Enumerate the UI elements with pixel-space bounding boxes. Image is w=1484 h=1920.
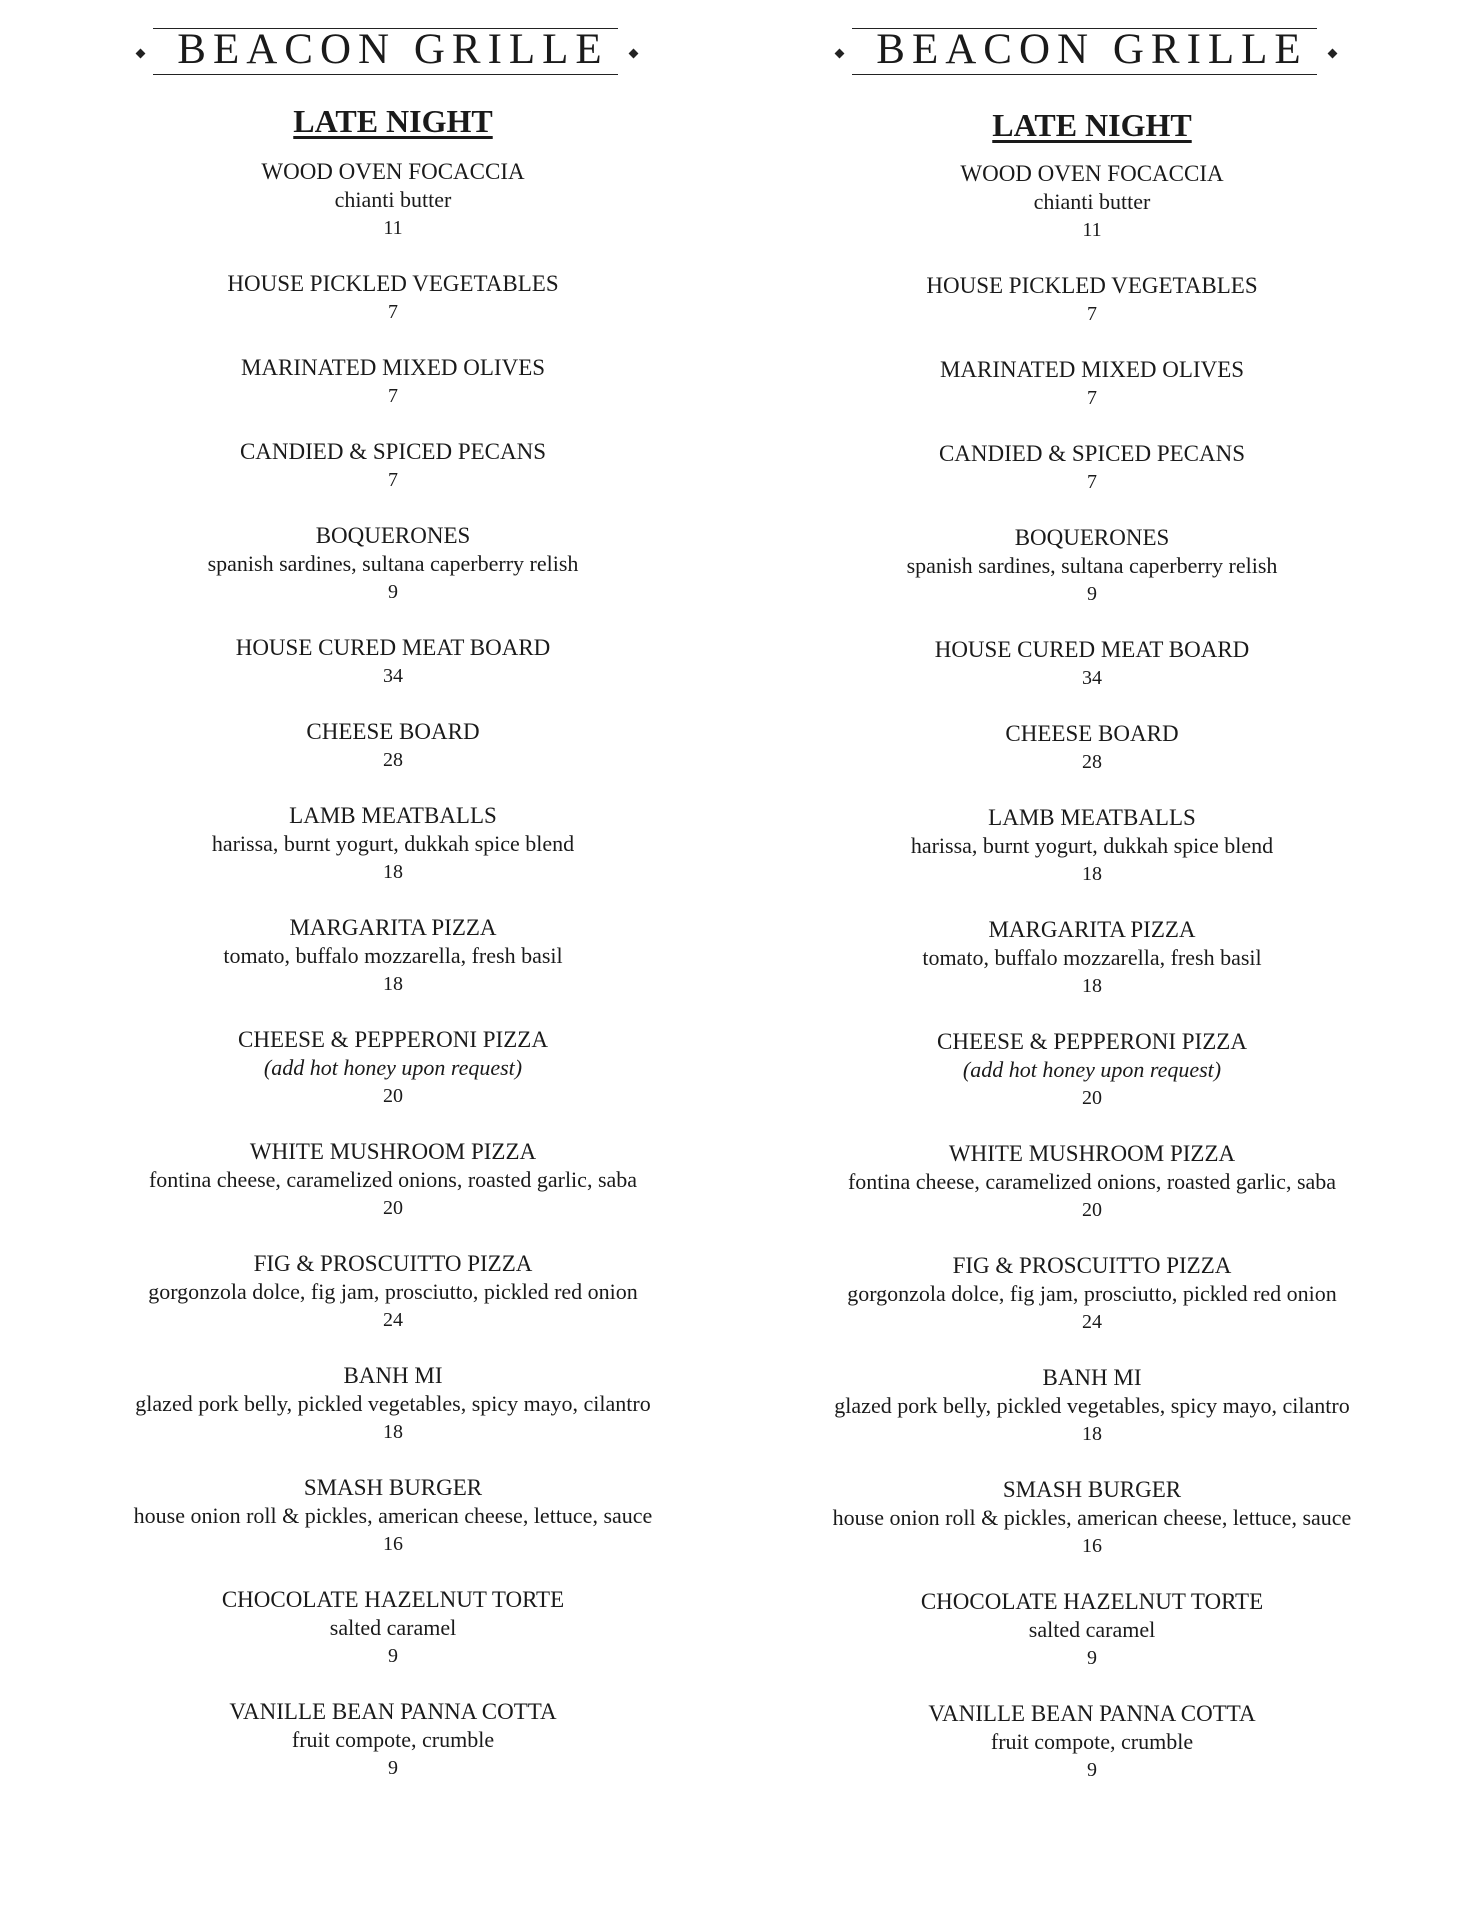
menu-item bbox=[742, 719, 1442, 776]
item-description: glazed pork belly, pickled vegetables, spicy mayo, cilantro bbox=[834, 1393, 1350, 1418]
menu-item bbox=[742, 1699, 1442, 1784]
item-name: SMASH BURGER bbox=[303, 1475, 483, 1500]
item-price: 34 bbox=[1082, 667, 1102, 689]
item-name: CANDIED & SPICED PECANS bbox=[938, 441, 1246, 466]
item-name: LAMB MEATBALLS bbox=[289, 803, 497, 828]
menu-item bbox=[43, 437, 743, 494]
item-name: BOQUERONES bbox=[1014, 525, 1170, 550]
item-price: 20 bbox=[383, 1085, 403, 1107]
item-name: WHITE MUSHROOM PIZZA bbox=[249, 1139, 537, 1164]
item-description: tomato, buffalo mozzarella, fresh basil bbox=[922, 945, 1262, 970]
item-description: chianti butter bbox=[1033, 189, 1151, 214]
menu-item bbox=[43, 1361, 743, 1446]
logo-bottom-rule bbox=[153, 74, 618, 75]
menu-item bbox=[43, 717, 743, 774]
item-price: 16 bbox=[1082, 1535, 1102, 1557]
brand-logo bbox=[742, 22, 1442, 79]
item-name: CHEESE BOARD bbox=[306, 719, 480, 744]
item-description: spanish sardines, sultana caperberry relish bbox=[906, 553, 1278, 578]
menu-item bbox=[742, 439, 1442, 496]
menu-item bbox=[43, 801, 743, 886]
menu-item bbox=[742, 1363, 1442, 1448]
item-note: (add hot honey upon request) bbox=[962, 1057, 1222, 1082]
item-price: 7 bbox=[388, 469, 398, 491]
item-description: fontina cheese, caramelized onions, roasted garlic, saba bbox=[148, 1167, 638, 1192]
item-price: 34 bbox=[383, 665, 403, 687]
item-price: 18 bbox=[383, 973, 403, 995]
menu-item bbox=[43, 269, 743, 326]
item-name: FIG & PROSCUITTO PIZZA bbox=[253, 1251, 533, 1276]
menu-item bbox=[43, 1025, 743, 1110]
item-name: HOUSE PICKLED VEGETABLES bbox=[227, 271, 559, 296]
section-title: LATE NIGHT bbox=[293, 103, 493, 139]
menu-item bbox=[43, 1249, 743, 1334]
item-description: house onion roll & pickles, american cheese, lettuce, sauce bbox=[832, 1505, 1352, 1530]
item-name: HOUSE CURED MEAT BOARD bbox=[235, 635, 551, 660]
menu-item bbox=[742, 1251, 1442, 1336]
item-price: 24 bbox=[383, 1309, 403, 1331]
item-price: 18 bbox=[383, 1421, 403, 1443]
menu-item bbox=[742, 915, 1442, 1000]
brand-name: BEACON GRILLE bbox=[876, 26, 1308, 73]
menu-item bbox=[742, 635, 1442, 692]
item-price: 7 bbox=[388, 385, 398, 407]
menu-item bbox=[742, 523, 1442, 608]
item-name: FIG & PROSCUITTO PIZZA bbox=[952, 1253, 1232, 1278]
item-price: 20 bbox=[1082, 1087, 1102, 1109]
item-price: 20 bbox=[1082, 1199, 1102, 1221]
item-description: fontina cheese, caramelized onions, roasted garlic, saba bbox=[847, 1169, 1337, 1194]
item-name: BANH MI bbox=[1042, 1365, 1142, 1390]
menu-item bbox=[742, 1027, 1442, 1112]
menu-list bbox=[43, 157, 743, 1782]
menu-item bbox=[742, 355, 1442, 412]
item-name: MARGARITA PIZZA bbox=[988, 917, 1196, 942]
item-price: 9 bbox=[388, 581, 398, 603]
item-description: salted caramel bbox=[1028, 1617, 1156, 1642]
item-price: 28 bbox=[383, 749, 403, 771]
item-name: BOQUERONES bbox=[315, 523, 471, 548]
item-price: 7 bbox=[1087, 387, 1097, 409]
item-description: gorgonzola dolce, fig jam, prosciutto, pickled red onion bbox=[847, 1281, 1337, 1306]
item-description: tomato, buffalo mozzarella, fresh basil bbox=[223, 943, 563, 968]
menu-item bbox=[43, 157, 743, 242]
item-name: BANH MI bbox=[343, 1363, 443, 1388]
item-price: 28 bbox=[1082, 751, 1102, 773]
logo-bottom-rule bbox=[852, 74, 1317, 75]
item-name: LAMB MEATBALLS bbox=[988, 805, 1196, 830]
item-name: MARGARITA PIZZA bbox=[289, 915, 497, 940]
menu-item bbox=[43, 353, 743, 410]
menu-item bbox=[43, 1585, 743, 1670]
item-description: fruit compote, crumble bbox=[990, 1729, 1194, 1754]
menu-item bbox=[43, 633, 743, 690]
item-name: WHITE MUSHROOM PIZZA bbox=[948, 1141, 1236, 1166]
item-name: CHEESE & PEPPERONI PIZZA bbox=[937, 1029, 1247, 1054]
item-name: MARINATED MIXED OLIVES bbox=[939, 357, 1245, 382]
item-name: WOOD OVEN FOCACCIA bbox=[261, 159, 525, 184]
menu-item bbox=[742, 1139, 1442, 1224]
item-price: 18 bbox=[383, 861, 403, 883]
item-description: fruit compote, crumble bbox=[291, 1727, 495, 1752]
brand-name: BEACON GRILLE bbox=[177, 26, 609, 73]
item-price: 7 bbox=[1087, 471, 1097, 493]
item-name: WOOD OVEN FOCACCIA bbox=[960, 161, 1224, 186]
menu-item bbox=[742, 159, 1442, 244]
item-price: 16 bbox=[383, 1533, 403, 1555]
item-price: 11 bbox=[383, 217, 403, 239]
item-description: glazed pork belly, pickled vegetables, spicy mayo, cilantro bbox=[135, 1391, 651, 1416]
menu-item bbox=[43, 1697, 743, 1782]
menu-item bbox=[43, 913, 743, 998]
item-name: CHOCOLATE HAZELNUT TORTE bbox=[920, 1589, 1264, 1614]
menu-item bbox=[43, 521, 743, 606]
item-description: gorgonzola dolce, fig jam, prosciutto, pickled red onion bbox=[148, 1279, 638, 1304]
item-price: 18 bbox=[1082, 1423, 1102, 1445]
menu-list bbox=[742, 159, 1442, 1784]
menu-left bbox=[43, 22, 743, 1809]
item-description: spanish sardines, sultana caperberry relish bbox=[207, 551, 579, 576]
item-price: 18 bbox=[1082, 975, 1102, 997]
menu-item bbox=[43, 1137, 743, 1222]
item-name: VANILLE BEAN PANNA COTTA bbox=[229, 1699, 557, 1724]
menu-item bbox=[742, 1587, 1442, 1672]
item-name: SMASH BURGER bbox=[1002, 1477, 1182, 1502]
item-price: 9 bbox=[388, 1645, 398, 1667]
brand-logo bbox=[43, 22, 743, 79]
item-price: 7 bbox=[388, 301, 398, 323]
item-description: house onion roll & pickles, american cheese, lettuce, sauce bbox=[133, 1503, 653, 1528]
item-description: harissa, burnt yogurt, dukkah spice blend bbox=[910, 833, 1274, 858]
item-description: chianti butter bbox=[334, 187, 452, 212]
item-price: 9 bbox=[1087, 583, 1097, 605]
item-note: (add hot honey upon request) bbox=[263, 1055, 523, 1080]
item-name: CHOCOLATE HAZELNUT TORTE bbox=[221, 1587, 565, 1612]
item-name: HOUSE CURED MEAT BOARD bbox=[934, 637, 1250, 662]
menu-item bbox=[742, 1475, 1442, 1560]
item-description: salted caramel bbox=[329, 1615, 457, 1640]
menu-right bbox=[742, 22, 1442, 1811]
item-description: harissa, burnt yogurt, dukkah spice blend bbox=[211, 831, 575, 856]
item-name: MARINATED MIXED OLIVES bbox=[240, 355, 546, 380]
menu-item bbox=[742, 271, 1442, 328]
item-price: 9 bbox=[1087, 1759, 1097, 1781]
item-price: 20 bbox=[383, 1197, 403, 1219]
item-name: CANDIED & SPICED PECANS bbox=[239, 439, 547, 464]
item-price: 7 bbox=[1087, 303, 1097, 325]
item-name: CHEESE BOARD bbox=[1005, 721, 1179, 746]
item-price: 11 bbox=[1082, 219, 1102, 241]
menu-item bbox=[742, 803, 1442, 888]
item-price: 18 bbox=[1082, 863, 1102, 885]
item-price: 24 bbox=[1082, 1311, 1102, 1333]
menu-item bbox=[43, 1473, 743, 1558]
item-name: CHEESE & PEPPERONI PIZZA bbox=[238, 1027, 548, 1052]
item-name: HOUSE PICKLED VEGETABLES bbox=[926, 273, 1258, 298]
item-price: 9 bbox=[388, 1757, 398, 1779]
item-price: 9 bbox=[1087, 1647, 1097, 1669]
item-name: VANILLE BEAN PANNA COTTA bbox=[928, 1701, 1256, 1726]
section-title: LATE NIGHT bbox=[992, 107, 1192, 143]
